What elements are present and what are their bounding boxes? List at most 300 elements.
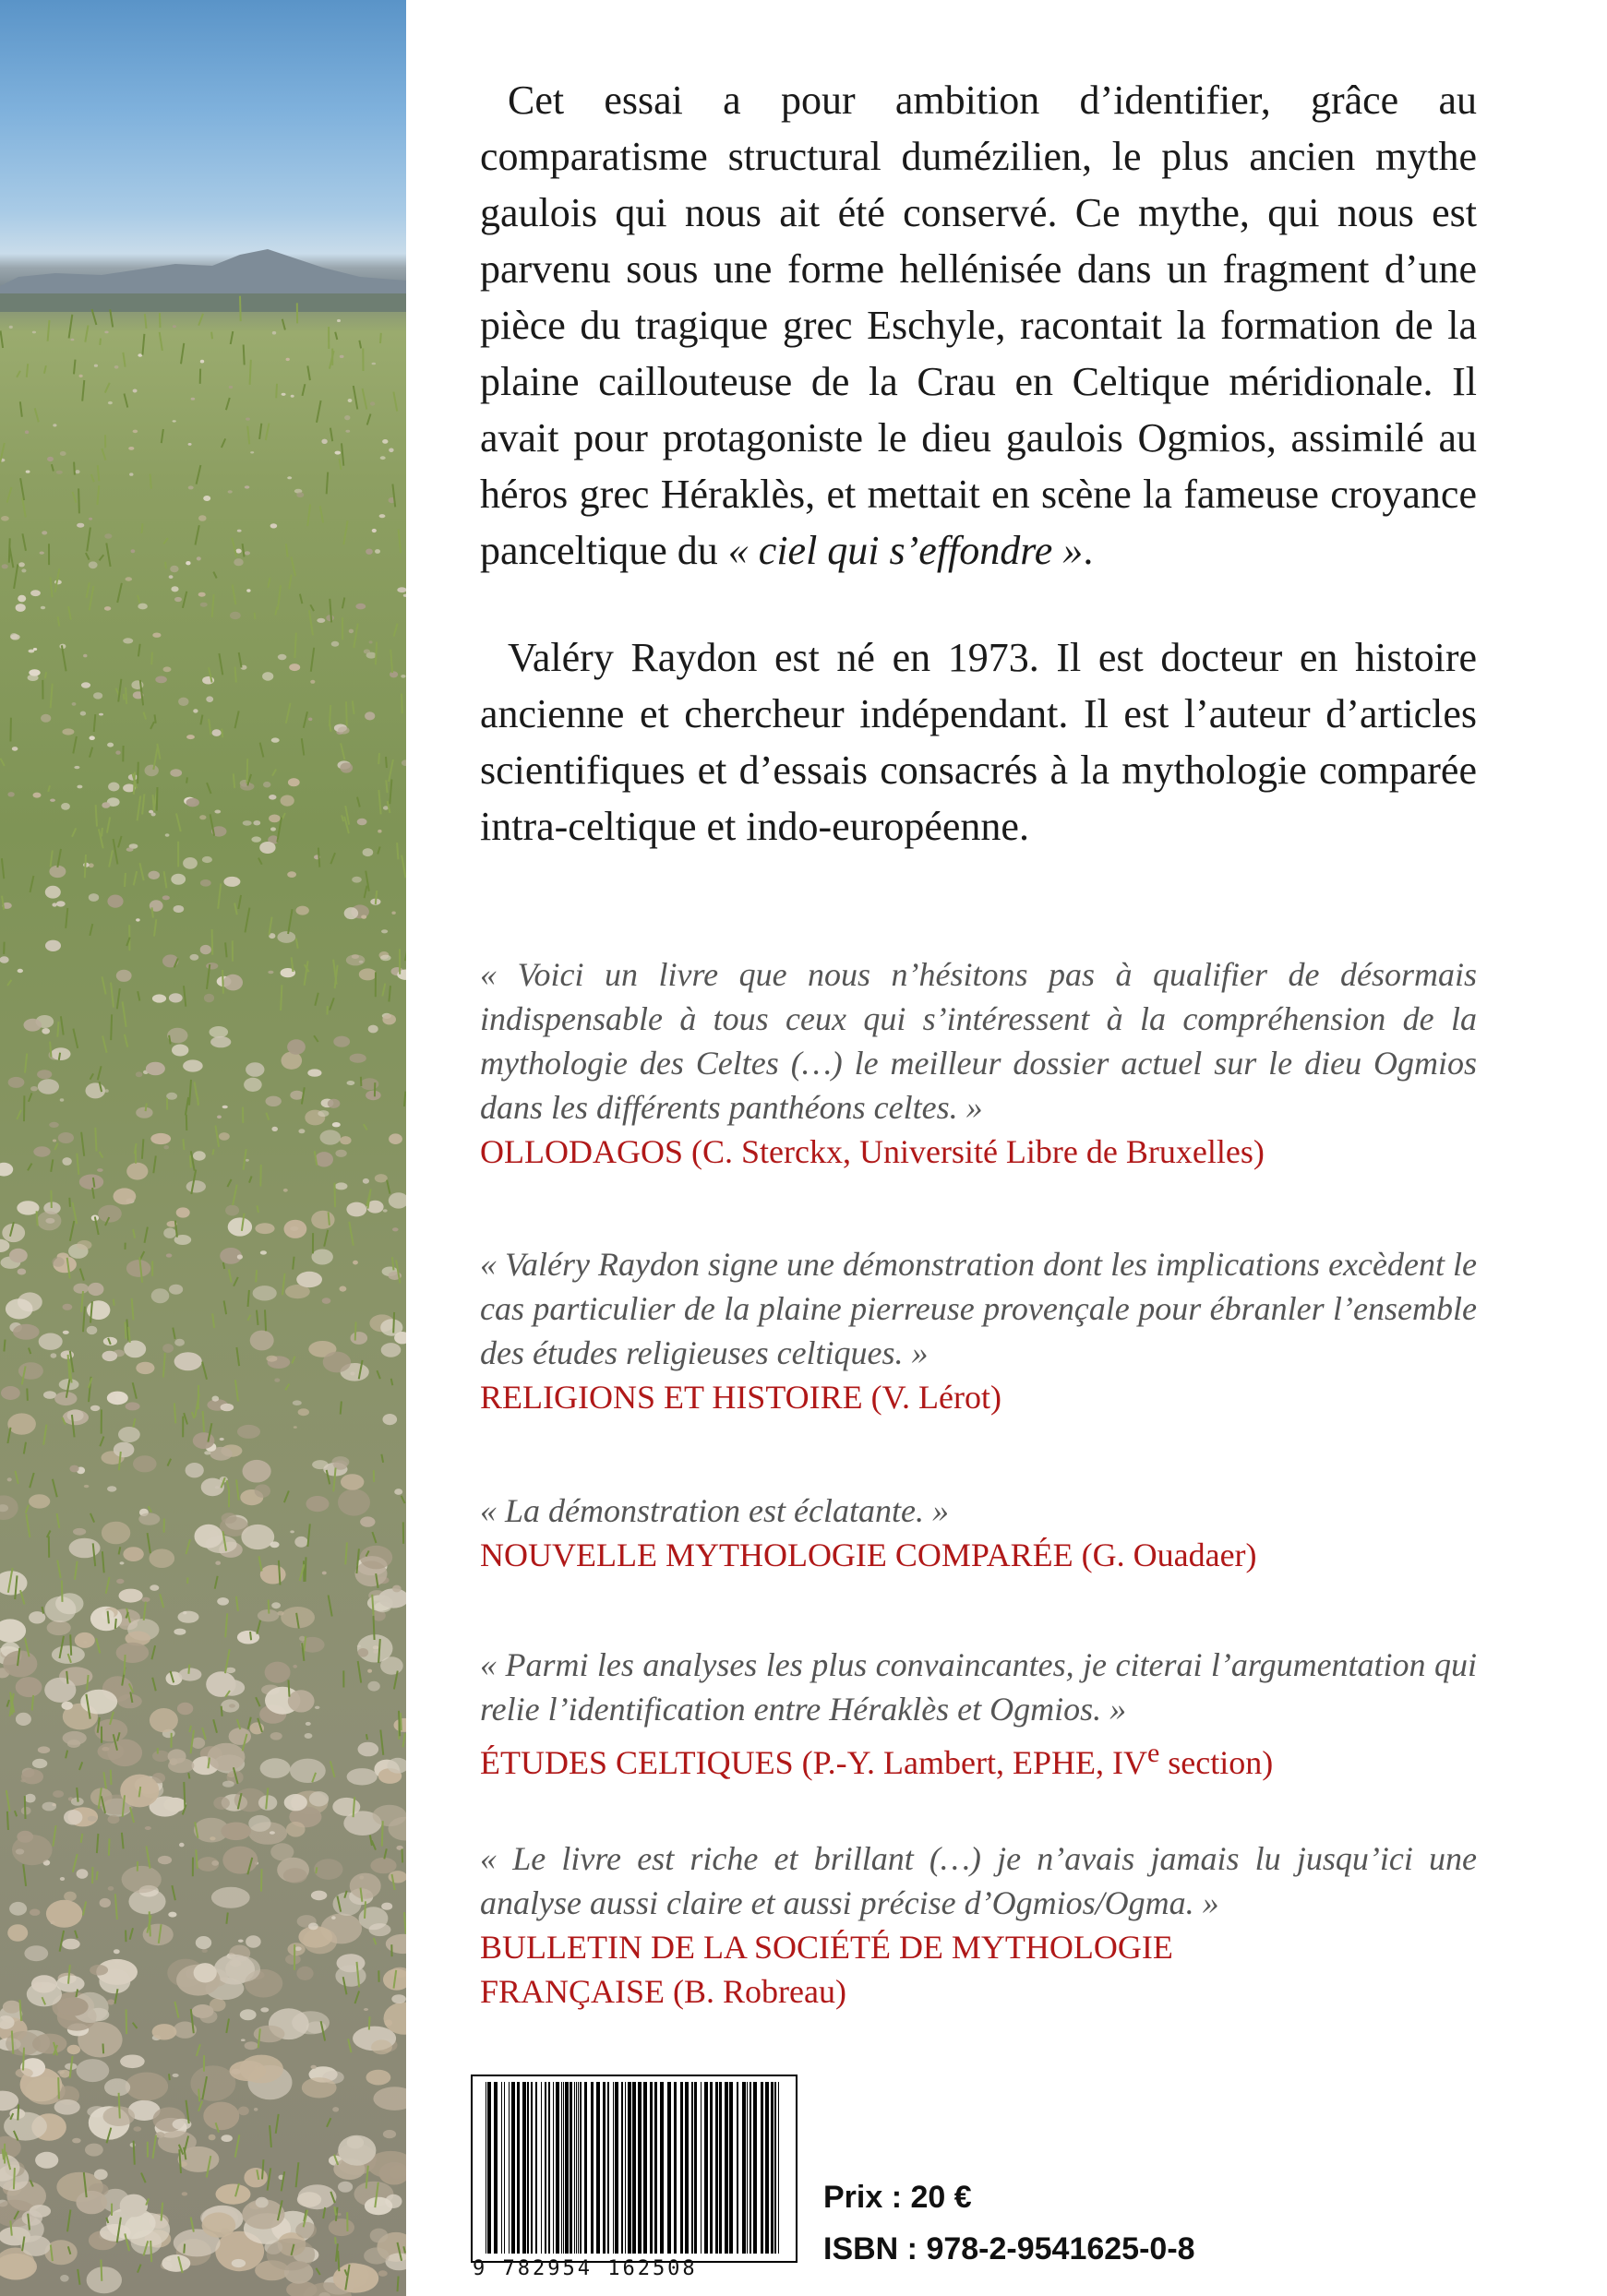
grass-blade	[6, 1790, 10, 1812]
pebble	[22, 2210, 42, 2226]
grass-blade	[302, 738, 305, 755]
pebble	[128, 447, 134, 450]
grass-blade	[250, 1632, 251, 1640]
pebble	[253, 1286, 277, 1300]
grass-blade	[59, 1053, 60, 1060]
pebble	[248, 1815, 270, 1832]
pebble	[85, 2144, 103, 2157]
pebble	[50, 799, 55, 802]
grass-blade	[142, 795, 144, 815]
pebble	[365, 2197, 392, 2215]
grass-blade	[151, 1645, 155, 1659]
grass-blade	[145, 314, 147, 329]
grass-blade	[318, 848, 319, 867]
pebble	[298, 1129, 305, 1133]
pebble	[0, 1239, 9, 1252]
grass-blade	[285, 1384, 289, 1391]
pebble	[122, 1866, 162, 1893]
pebble	[47, 1620, 71, 1635]
grass-blade	[2, 896, 4, 910]
pebble	[18, 595, 26, 603]
pebble	[338, 2213, 342, 2216]
pebble	[126, 1163, 148, 1180]
pebble	[271, 1127, 278, 1131]
pebble	[77, 2059, 110, 2082]
pebble	[168, 1912, 176, 1918]
pebble	[340, 355, 344, 358]
pebble	[80, 1690, 117, 1715]
grass-blade	[90, 924, 92, 936]
grass-blade	[90, 747, 92, 758]
pebble	[296, 492, 304, 497]
grass-blade	[261, 1869, 262, 1892]
pebble	[3, 1651, 37, 1678]
pebble	[89, 518, 92, 520]
grass-blade	[97, 1834, 99, 1853]
pebble	[270, 827, 276, 831]
grass-blade	[235, 667, 236, 683]
pebble	[246, 1935, 261, 1948]
intro-emphasis: « ciel qui s’effondre »	[727, 528, 1084, 573]
grass-blade	[184, 2244, 185, 2254]
grass-blade	[132, 1298, 134, 1321]
pebble	[45, 886, 61, 899]
grass-blade	[181, 343, 184, 364]
grass-blade	[258, 858, 262, 865]
barcode-bar	[719, 2082, 722, 2254]
pebble	[299, 1636, 306, 1641]
pebble	[0, 1619, 26, 1642]
pebble	[203, 496, 210, 501]
pebble	[138, 1513, 160, 1525]
grass-blade	[372, 1532, 376, 1543]
grass-blade	[224, 1300, 227, 1314]
pebble	[310, 680, 315, 684]
barcode-bar	[685, 2082, 689, 2254]
pebble	[90, 1965, 108, 1976]
grass-blade	[202, 1362, 207, 1380]
pebble	[45, 940, 61, 951]
pebble	[163, 666, 172, 672]
pebble	[62, 1939, 80, 1950]
pebble	[271, 1602, 281, 1608]
pebble	[284, 1794, 307, 1811]
pebble	[344, 415, 350, 420]
barcode-bar	[638, 2082, 642, 2254]
grass-blade	[281, 985, 282, 1010]
pebble	[238, 1940, 244, 1943]
pebble	[53, 1790, 64, 1798]
grass-blade	[225, 1613, 227, 1637]
pebble	[77, 1869, 89, 1879]
grass-blade	[102, 448, 105, 460]
grass-blade	[102, 1551, 104, 1573]
pebble	[102, 1351, 118, 1361]
grass-blade	[186, 1539, 190, 1554]
pebble	[77, 1240, 91, 1250]
grass-blade	[95, 1128, 96, 1152]
grass-blade	[122, 1833, 124, 1849]
pebble	[133, 2126, 141, 2131]
grass-blade	[117, 583, 122, 603]
grass-blade	[29, 1093, 32, 1101]
grass-blade	[162, 429, 163, 443]
pebble	[9, 1249, 28, 1262]
grass-blade	[9, 538, 10, 562]
pebble	[246, 589, 250, 592]
pebble	[382, 439, 388, 444]
pebble	[232, 2259, 246, 2267]
grass-blade	[278, 585, 281, 609]
pebble	[87, 2266, 122, 2293]
pebble	[155, 676, 167, 684]
barcode-bar	[553, 2082, 554, 2254]
grass-blade	[176, 814, 181, 832]
pebble	[126, 2073, 168, 2101]
pebble	[367, 1669, 372, 1673]
grass-blade	[367, 414, 371, 425]
barcode-bar	[596, 2082, 600, 2254]
grass-blade	[148, 1533, 150, 1553]
pebble	[296, 1272, 322, 1287]
grass-blade	[66, 1751, 67, 1759]
pebble	[62, 1702, 73, 1710]
barcode-bar	[556, 2082, 559, 2254]
grass-blade	[151, 652, 152, 665]
pebble	[373, 2087, 406, 2111]
pebble	[3, 2001, 21, 2014]
pebble	[57, 1997, 89, 2015]
grass-blade	[123, 1001, 126, 1027]
grass-blade	[1, 759, 5, 766]
grass-blade	[68, 606, 71, 619]
pebble	[220, 1438, 224, 1441]
pebble	[208, 1743, 246, 1771]
pebble	[98, 1743, 125, 1761]
grass-blade	[303, 384, 306, 396]
review-source	[480, 1731, 1477, 1785]
grass-blade	[240, 296, 241, 321]
pebble	[173, 325, 176, 328]
pebble	[107, 743, 114, 747]
pebble	[162, 1344, 174, 1353]
grass-blade	[257, 1620, 260, 1634]
pebble	[42, 1802, 57, 1812]
pebble	[237, 530, 242, 532]
grass-blade	[51, 577, 53, 597]
grass-blade	[48, 785, 50, 792]
grass-blade	[42, 1607, 44, 1613]
barcode-bar	[576, 2082, 577, 2254]
grass-blade	[37, 1211, 38, 1226]
pebble	[169, 1285, 183, 1295]
pebble	[204, 1451, 210, 1454]
grass-blade	[17, 1110, 21, 1119]
barcode-bar	[561, 2082, 562, 2254]
pebble	[202, 1949, 208, 1953]
pebble	[90, 1405, 100, 1411]
grass-blade	[282, 1274, 285, 1296]
review-3	[480, 1489, 1477, 1577]
barcode-bar	[615, 2082, 618, 2254]
grass-blade	[260, 743, 264, 758]
grass-blade	[142, 1139, 144, 1159]
pebble	[38, 1079, 59, 1094]
barcode-digits: 9 782954 162508	[473, 2257, 698, 2280]
pebble	[389, 1192, 406, 1208]
pebble	[75, 470, 79, 473]
pebble	[379, 514, 386, 518]
pebble	[168, 1749, 186, 1764]
pebble	[172, 1045, 188, 1057]
grass-blade	[111, 1014, 112, 1040]
grass-blade	[247, 426, 249, 445]
pebble	[2, 564, 8, 568]
pebble	[183, 1059, 203, 1071]
pebble	[64, 1810, 82, 1824]
grass-blade	[75, 1561, 78, 1580]
grass-blade	[126, 2009, 127, 2034]
pebble	[9, 1902, 27, 1916]
grass-blade	[78, 2269, 79, 2285]
grass-blade	[390, 780, 391, 805]
grass-blade	[341, 743, 344, 759]
pebble	[359, 968, 377, 980]
pebble	[363, 848, 374, 856]
review-4	[480, 1643, 1477, 1785]
pebble	[259, 842, 275, 854]
grass-blade	[128, 1327, 129, 1343]
pebble	[177, 1703, 193, 1715]
grass-blade	[270, 2125, 271, 2147]
grass-blade	[23, 2048, 24, 2071]
grass-blade	[235, 711, 239, 728]
pebble	[200, 360, 204, 364]
grass-blade	[243, 544, 245, 556]
pebble	[113, 1188, 136, 1204]
pebble	[381, 1903, 392, 1910]
pebble	[283, 1189, 288, 1192]
grass-blade	[390, 650, 392, 673]
pebble	[221, 1823, 251, 1841]
pebble	[188, 485, 194, 489]
pebble	[212, 729, 222, 736]
pebble	[32, 331, 36, 334]
grass-blade	[211, 332, 212, 340]
grass-blade	[26, 1514, 30, 1537]
pebble	[33, 793, 42, 798]
pebble	[107, 1999, 114, 2004]
barcode-bar	[643, 2082, 647, 2254]
pebble	[297, 2192, 321, 2206]
pebble	[317, 618, 325, 623]
pebble	[366, 549, 373, 555]
pebble	[16, 1713, 31, 1726]
grass-blade	[69, 1198, 70, 1207]
grass-blade	[374, 1616, 375, 1640]
grass-blade	[392, 484, 395, 508]
pebble	[126, 577, 133, 580]
barcode-bar	[580, 2082, 582, 2254]
pebble	[246, 1159, 249, 1162]
barcode-bar	[541, 2082, 542, 2254]
pebble	[120, 2055, 145, 2069]
grass-blade	[404, 1912, 406, 1934]
grass-blade	[106, 1577, 110, 1594]
pebble	[378, 2270, 388, 2277]
grass-blade	[354, 624, 357, 648]
grass-blade	[212, 1149, 213, 1154]
pebble	[255, 1484, 270, 1497]
pebble	[202, 676, 214, 685]
barcode-bar	[725, 2082, 728, 2254]
pebble	[72, 2138, 81, 2144]
pebble	[170, 769, 182, 777]
grass-blade	[53, 1479, 57, 1498]
pebble	[311, 1891, 327, 1901]
grass-blade	[223, 1262, 224, 1269]
pebble	[0, 2091, 18, 2111]
grass-blade	[402, 1849, 403, 1863]
grass-blade	[7, 980, 11, 986]
pebble	[52, 1257, 64, 1267]
pebble	[59, 2070, 70, 2078]
grass-blade	[343, 520, 347, 544]
grass-blade	[213, 572, 216, 579]
grass-blade	[247, 759, 248, 783]
pebble	[347, 1081, 355, 1085]
pebble	[186, 735, 195, 739]
pebble	[73, 1528, 86, 1536]
pebble	[204, 994, 214, 1002]
grass-blade	[215, 1126, 219, 1147]
pebble	[312, 1250, 333, 1265]
review-source: OLLODAGOS (C. Sterckx, Université Libre de Bruxelles)	[480, 1133, 1265, 1170]
grass-blade	[3, 2149, 4, 2160]
grass-blade	[125, 394, 128, 408]
barcode-bar	[691, 2082, 693, 2254]
intro-paragraph	[480, 72, 1477, 579]
pebble	[243, 1460, 271, 1483]
grass-blade	[144, 1602, 146, 1620]
grass-blade	[54, 1143, 58, 1150]
pebble	[89, 561, 98, 568]
grass-blade	[330, 428, 332, 442]
pebble	[41, 714, 51, 723]
pebble	[1, 516, 9, 521]
pebble	[266, 1096, 282, 1106]
intro-text: Cet essai a pour ambition d’identifier, grâce au comparatisme structural dumézilien, le plus ancien mythe gaulois qui nous ait été conservé. Ce mythe, qui nous est parvenu sous une forme hellénisée dans un fragment d’une pièce du tragique grec Eschyle, racontait la formation de la plaine caillouteuse de la Crau en Celtique méridionale. Il avait pour protagoniste le dieu gaulois Ogmios, assimilé au héros grec Héraklès, et mettait en scène la fameuse croyance panceltique du	[480, 78, 1477, 573]
pebble	[94, 2170, 108, 2181]
pebble	[332, 2107, 339, 2111]
grass-blade	[399, 1711, 400, 1737]
pebble	[281, 795, 294, 807]
pebble	[328, 1099, 341, 1108]
grass-blade	[244, 345, 245, 365]
grass-blade	[152, 907, 153, 917]
pebble	[291, 395, 294, 398]
pebble	[282, 1052, 303, 1070]
grass-blade	[91, 474, 94, 482]
barcode-bar	[517, 2082, 520, 2254]
pebble	[176, 1207, 190, 1217]
grass-blade	[327, 2118, 330, 2127]
pebble	[290, 1759, 326, 1783]
barcode-bar	[650, 2082, 653, 2254]
author-paragraph: Valéry Raydon est né en 1973. Il est docteur en histoire ancienne et chercheur indépendant. Il est l’auteur d’articles scientifiques et d’essais consacrés à la mythologie comparée intra-celtique et indo-européenne.	[480, 635, 1477, 849]
barcode-bar	[750, 2082, 751, 2254]
grass-blade	[346, 701, 347, 725]
grass-blade	[57, 849, 61, 867]
grass-blade	[402, 1496, 405, 1503]
pebble	[24, 1019, 42, 1032]
grass-blade	[118, 679, 121, 702]
pebble	[352, 877, 362, 883]
pebble	[67, 2045, 80, 2054]
pebble	[228, 490, 233, 493]
pebble	[70, 339, 74, 341]
pebble	[323, 1352, 351, 1373]
barcode-bar	[753, 2082, 757, 2254]
grass-blade	[24, 1442, 26, 1454]
pebble	[17, 1831, 33, 1843]
pebble	[338, 1489, 370, 1515]
pebble	[80, 712, 86, 716]
pebble	[389, 1871, 406, 1883]
pebble	[24, 1945, 48, 1961]
grass-blade	[57, 1513, 60, 1528]
pebble	[136, 1362, 154, 1374]
grass-blade	[315, 993, 318, 1006]
grass-blade	[100, 1437, 103, 1447]
pebble	[104, 533, 112, 539]
pebble	[383, 1209, 388, 1212]
pebble	[335, 1965, 366, 1986]
pebble	[340, 1136, 351, 1144]
review-source-line-2: FRANÇAISE (B. Robreau)	[480, 1973, 846, 2010]
pebble	[1, 1386, 20, 1400]
pebble	[385, 2020, 392, 2027]
barcode-bar	[545, 2082, 546, 2254]
pebble	[193, 1432, 215, 1449]
grass-blade	[391, 1379, 393, 1385]
pebble	[190, 954, 199, 961]
pebble	[37, 1211, 61, 1230]
grass-blade	[98, 465, 100, 481]
pebble	[0, 2227, 30, 2245]
grass-blade	[86, 553, 90, 560]
pebble	[348, 399, 353, 402]
grass-blade	[165, 562, 166, 569]
pebble	[382, 1014, 396, 1024]
grass-blade	[349, 1222, 354, 1246]
grass-blade	[173, 1328, 174, 1339]
grass-blade	[138, 644, 140, 657]
pebble	[120, 1561, 125, 1564]
grass-blade	[168, 1459, 172, 1466]
grass-blade	[207, 783, 211, 794]
pebble	[397, 587, 406, 592]
grass-blade	[393, 392, 397, 412]
pebble	[331, 1916, 336, 1919]
pebble	[370, 1858, 396, 1873]
review-quote: « La démonstration est éclatante. »	[480, 1492, 949, 1529]
grass-blade	[235, 2135, 240, 2157]
pebble	[7, 792, 14, 796]
grass-blade	[348, 2039, 351, 2052]
grass-blade	[329, 1596, 332, 1617]
pebble	[200, 945, 211, 954]
